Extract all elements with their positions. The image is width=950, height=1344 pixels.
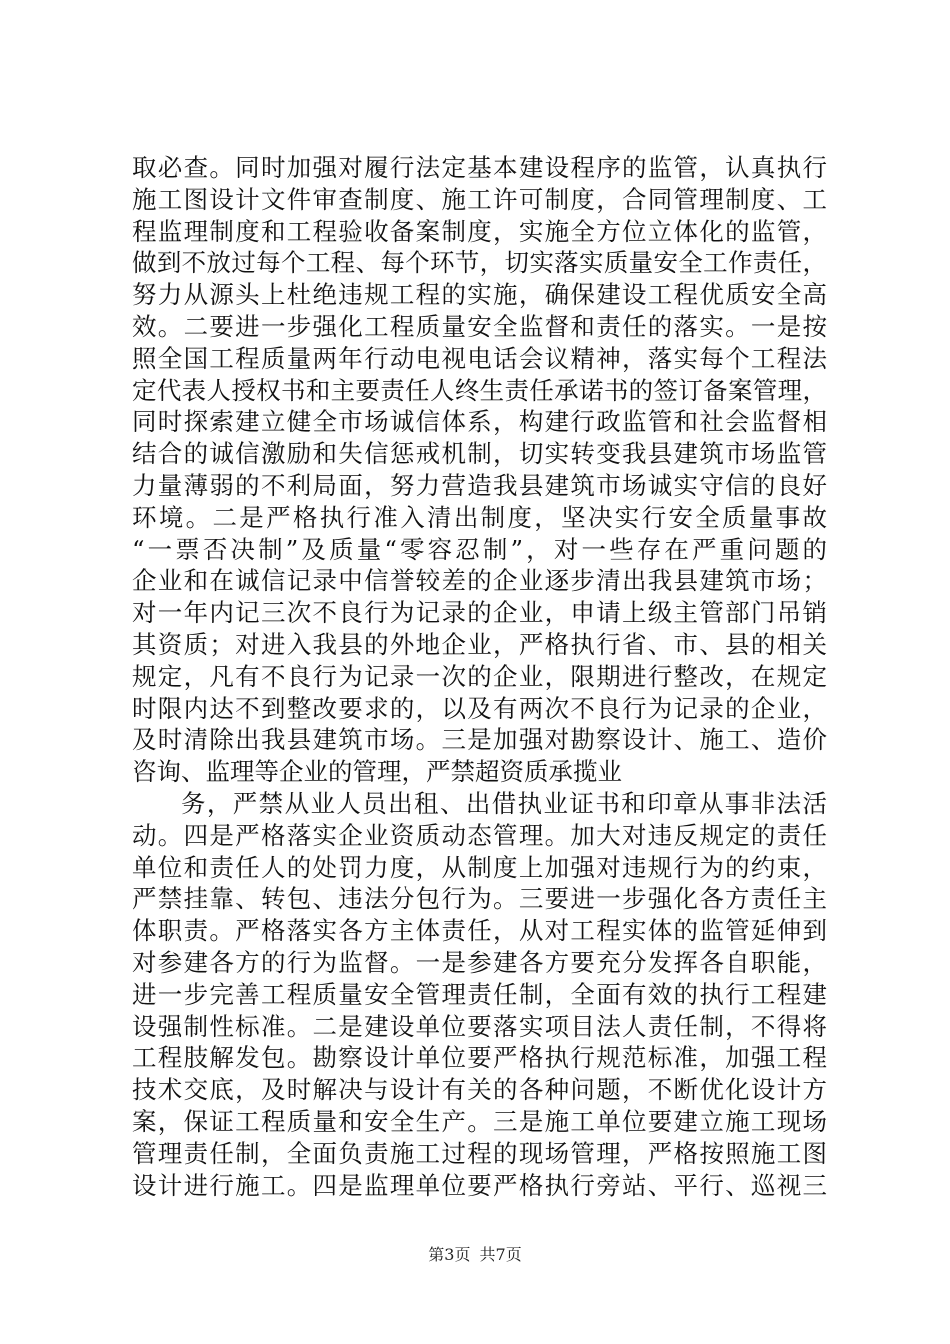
text-line: 案，保证工程质量和安全生产。三是施工单位要建立施工现场	[132, 1106, 827, 1136]
text-line: 单位和责任人的处罚力度，从制度上加强对违规行为的约束，	[132, 852, 827, 882]
text-line: 照全国工程质量两年行动电视电话会议精神，落实每个工程法	[132, 343, 827, 373]
text-line: 定代表人授权书和主要责任人终生责任承诺书的签订备案管理，	[132, 375, 827, 405]
text-line: 严禁挂靠、转包、违法分包行为。三要进一步强化各方责任主	[132, 884, 827, 914]
text-line: 规定，凡有不良行为记录一次的企业，限期进行整改，在规定	[132, 661, 827, 691]
text-line: 效。二要进一步强化工程质量安全监督和责任的落实。一是按	[132, 311, 827, 341]
paragraph	[132, 788, 827, 1201]
text-line: 其资质；对进入我县的外地企业，严格执行省、市、县的相关	[132, 629, 827, 659]
text-line: 管理责任制，全面负责施工过程的现场管理，严格按照施工图	[132, 1138, 827, 1168]
text-line: 及时清除出我县建筑市场。三是加强对勘察设计、施工、造价	[132, 725, 827, 755]
text-line: 动。四是严格落实企业资质动态管理。加大对违反规定的责任	[132, 820, 827, 850]
text-line: 设强制性标准。二是建设单位要落实项目法人责任制，不得将	[132, 1011, 827, 1041]
text-line: 务，严禁从业人员出租、出借执业证书和印章从事非法活	[181, 788, 827, 818]
page-number: 第3页	[428, 1245, 471, 1264]
text-line: 体职责。严格落实各方主体责任，从对工程实体的监管延伸到	[132, 916, 827, 946]
page-total: 共7页	[479, 1245, 522, 1264]
text-line: 环境。二是严格执行准入清出制度，坚决实行安全质量事故	[132, 502, 827, 532]
page-footer	[0, 1242, 950, 1265]
text-line: 工程肢解发包。勘察设计单位要严格执行规范标准，加强工程	[132, 1043, 827, 1073]
text-line: 同时探索建立健全市场诚信体系，构建行政监管和社会监督相	[132, 407, 827, 437]
text-line: 结合的诚信激励和失信惩戒机制，切实转变我县建筑市场监管	[132, 439, 827, 469]
document-body	[132, 152, 827, 1201]
text-line: 进一步完善工程质量安全管理责任制，全面有效的执行工程建	[132, 979, 827, 1009]
text-line: 力量薄弱的不利局面，努力营造我县建筑市场诚实守信的良好	[132, 470, 827, 500]
text-line: 施工图设计文件审查制度、施工许可制度，合同管理制度、工	[132, 184, 827, 214]
text-line: “一票否决制”及质量“零容忍制”，对一些存在严重问题的	[132, 534, 827, 564]
text-line: 做到不放过每个工程、每个环节，切实落实质量安全工作责任，	[132, 248, 827, 278]
text-line: 努力从源头上杜绝违规工程的实施，确保建设工程优质安全高	[132, 280, 827, 310]
text-line: 程监理制度和工程验收备案制度，实施全方位立体化的监管，	[132, 216, 827, 246]
text-line: 设计进行施工。四是监理单位要严格执行旁站、平行、巡视三	[132, 1170, 827, 1200]
paragraph	[132, 152, 827, 788]
text-line: 对一年内记三次不良行为记录的企业，申请上级主管部门吊销	[132, 598, 827, 628]
text-line: 技术交底，及时解决与设计有关的各种问题，不断优化设计方	[132, 1075, 827, 1105]
text-line: 对参建各方的行为监督。一是参建各方要充分发挥各自职能，	[132, 947, 827, 977]
text-line: 咨询、监理等企业的管理，严禁超资质承揽业	[132, 757, 622, 787]
text-line: 企业和在诚信记录中信誉较差的企业逐步清出我县建筑市场；	[132, 566, 827, 596]
text-line: 取必查。同时加强对履行法定基本建设程序的监管，认真执行	[132, 153, 827, 182]
text-line: 时限内达不到整改要求的，以及有两次不良行为记录的企业，	[132, 693, 827, 723]
